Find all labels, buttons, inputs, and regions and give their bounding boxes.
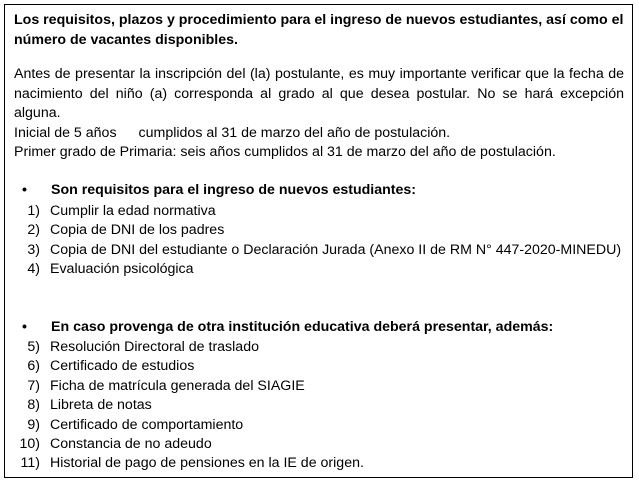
item-number: 1) [27, 203, 40, 219]
item-number: 3) [27, 241, 40, 258]
bullet-icon: • [22, 319, 27, 335]
item-text: Constancia de no adeudo [50, 436, 212, 453]
intro-block [14, 65, 624, 163]
list-item [5, 221, 625, 240]
section-traslado-title [14, 318, 553, 337]
document-heading: Los requisitos, plazos y procedimiento para el ingreso de nuevos estudiantes, así como el número de vacantes disponibles. [14, 12, 624, 48]
item-number: 2) [27, 222, 40, 239]
item-number: 10) [19, 436, 40, 453]
inicial-detail: cumplidos al 31 de marzo del año de postulación. [138, 124, 451, 141]
item-number: 5) [27, 339, 40, 355]
list-item [5, 241, 625, 260]
item-text: Historial de pago de pensiones en la IE de origen. [50, 455, 364, 472]
list-item [5, 416, 625, 435]
primaria-line: Primer grado de Primaria: seis años cumplidos al 31 de marzo del año de postulación. [14, 144, 556, 160]
section-requisitos-label: Son requisitos para el ingreso de nuevos estudiantes: [51, 182, 417, 198]
item-text: Libreta de notas [50, 397, 152, 414]
item-number: 7) [27, 377, 40, 394]
list-item [5, 435, 625, 454]
section-requisitos-title [14, 181, 416, 200]
item-number: 8) [27, 397, 40, 414]
item-text: Copia de DNI de los padres [50, 222, 225, 239]
traslado-list [5, 338, 625, 474]
item-text: Certificado de estudios [50, 358, 195, 375]
bullet-icon: • [22, 182, 27, 198]
item-text: Resolución Directoral de traslado [50, 339, 259, 355]
item-number: 6) [27, 358, 40, 375]
item-number: 11) [20, 455, 40, 472]
item-text: Certificado de comportamiento [50, 416, 244, 433]
document-box [4, 4, 633, 478]
list-item [5, 202, 625, 221]
item-number: 4) [27, 261, 40, 278]
intro-paragraph: Antes de presentar la inscripción del (la) postulante, es muy importante verificar que la fecha de nacimiento del niño (a) corresponda al grado al que desea postular. No se hará excepción alguna. [14, 66, 624, 121]
item-number: 9) [27, 416, 40, 433]
item-text: Copia de DNI del estudiante o Declaración Jurada (Anexo II de RM N° 447-2020-MINEDU) [50, 241, 622, 258]
list-item [5, 377, 625, 396]
inicial-label: Inicial de 5 años [14, 124, 117, 141]
list-item [5, 396, 625, 415]
list-item [5, 338, 625, 357]
item-text: Evaluación psicológica [50, 261, 194, 278]
item-text: Cumplir la edad normativa [50, 203, 216, 219]
list-item [5, 454, 625, 473]
item-text: Ficha de matrícula generada del SIAGIE [50, 377, 305, 394]
section-traslado-label: En caso provenga de otra institución educativa deberá presentar, además: [51, 319, 554, 335]
requisitos-list [5, 202, 625, 280]
list-item [5, 260, 625, 279]
list-item [5, 357, 625, 376]
